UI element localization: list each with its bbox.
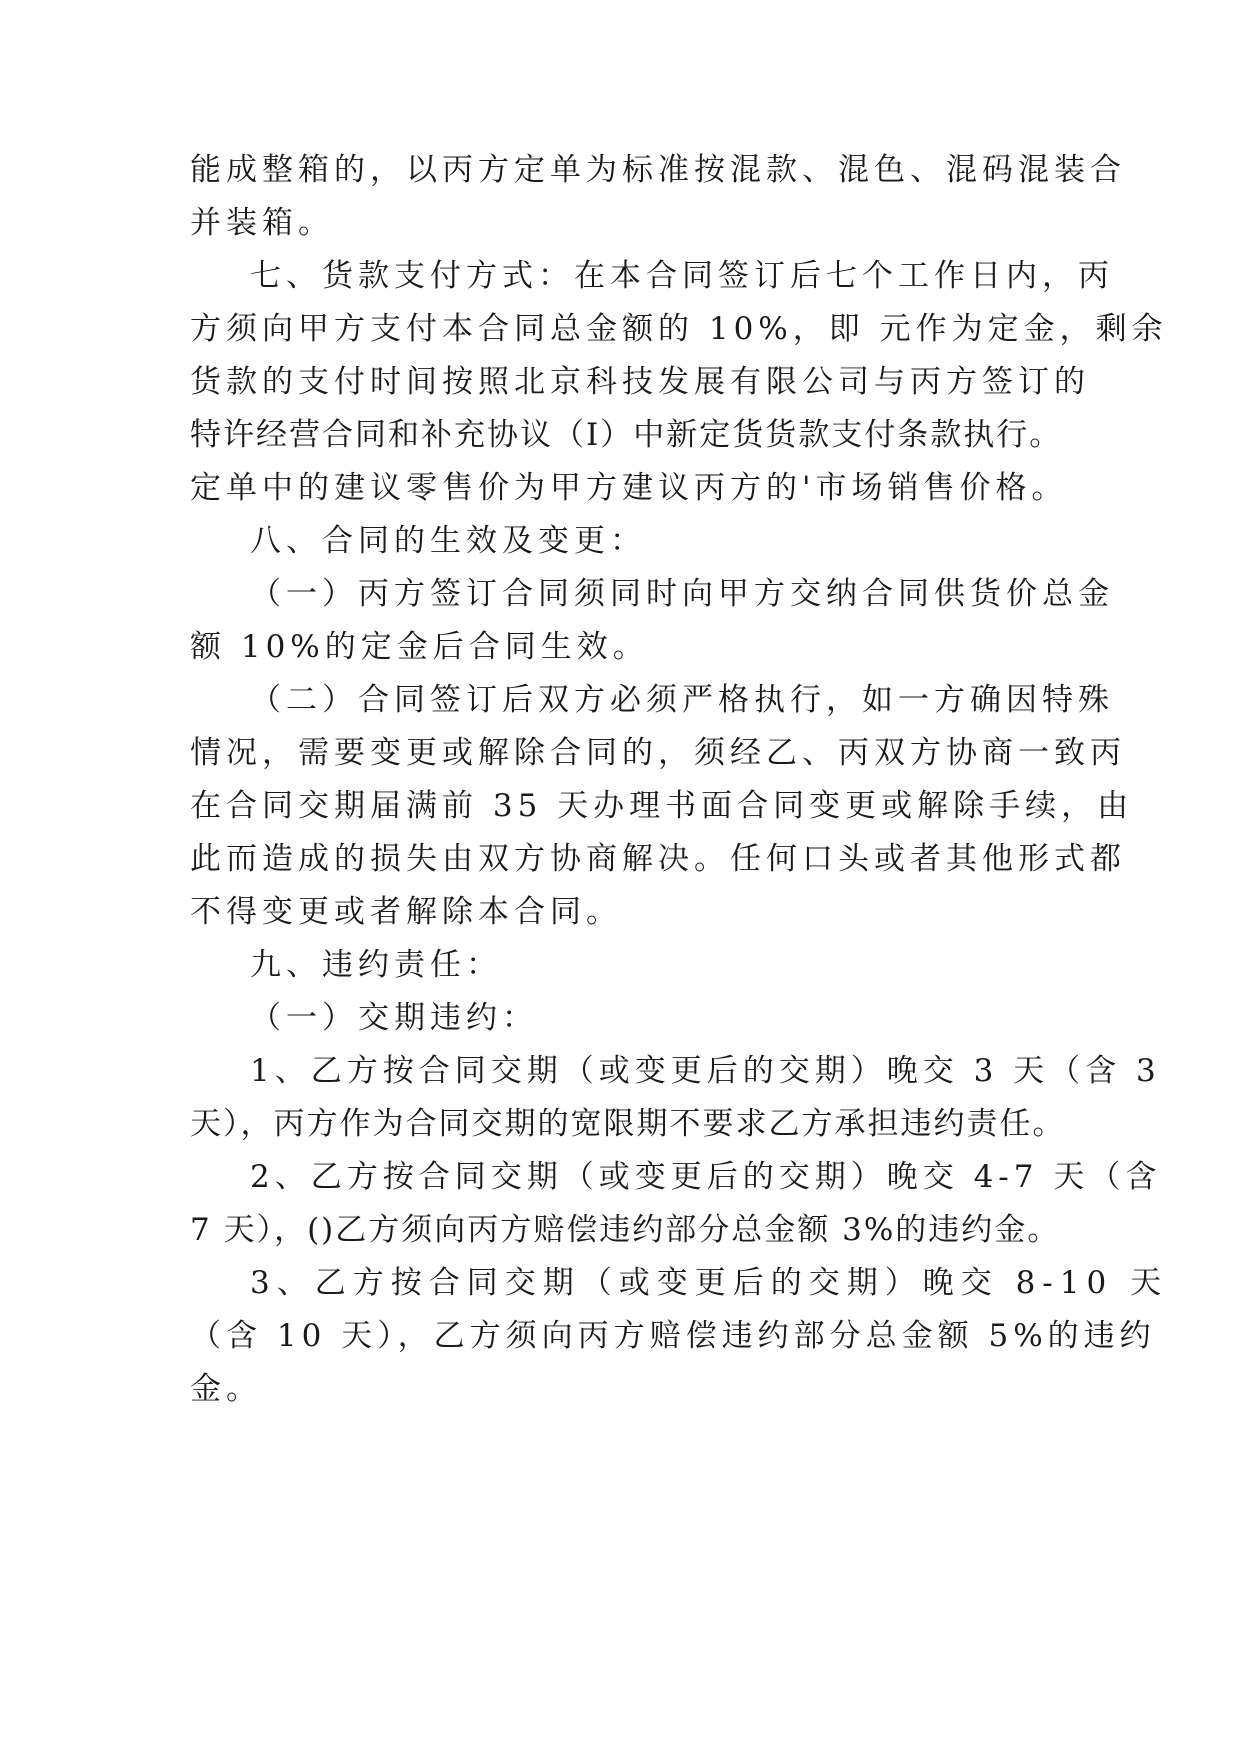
text-line-8: 八、合同的生效及变更： bbox=[250, 523, 646, 559]
text-line-5: 货款的支付时间按照北京科技发展有限公司与丙方签订的 bbox=[190, 364, 1090, 400]
text-line-20: 2、乙方按合同交期（或变更后的交期）晚交 4-7 天（含 bbox=[250, 1159, 1162, 1195]
text-line-15: 不得变更或者解除本合同。 bbox=[190, 894, 622, 930]
text-line-10: 额 10%的定金后合同生效。 bbox=[190, 629, 649, 665]
text-line-7: 定单中的建议零售价为甲方建议丙方的'市场销售价格。 bbox=[190, 470, 1068, 506]
text-line-21: 7 天），()乙方须向丙方赔偿违约部分总金额 3%的违约金。 bbox=[190, 1212, 1061, 1248]
text-line-17: （一）交期违约： bbox=[250, 1000, 538, 1036]
text-line-23: （含 10 天），乙方须向丙方赔偿违约部分总金额 5%的违约 bbox=[190, 1318, 1156, 1354]
text-line-19: 天），丙方作为合同交期的宽限期不要求乙方承担违约责任。 bbox=[190, 1106, 1066, 1142]
text-line-4: 方须向甲方支付本合同总金额的 10%，即 元作为定金，剩余 bbox=[190, 311, 1168, 347]
text-line-11: （二）合同签订后双方必须严格执行，如一方确因特殊 bbox=[250, 682, 1114, 718]
text-line-1: 能成整箱的，以丙方定单为标准按混款、混色、混码混装合 bbox=[190, 152, 1126, 188]
text-line-13: 在合同交期届满前 35 天办理书面合同变更或解除手续，由 bbox=[190, 788, 1134, 824]
text-line-24: 金。 bbox=[190, 1371, 262, 1407]
text-line-9: （一）丙方签订合同须同时向甲方交纳合同供货价总金 bbox=[250, 576, 1114, 612]
text-line-16: 九、违约责任： bbox=[250, 947, 502, 983]
text-line-18: 1、乙方按合同交期（或变更后的交期）晚交 3 天（含 3 bbox=[250, 1053, 1161, 1089]
text-line-2: 并装箱。 bbox=[190, 205, 334, 241]
text-line-12: 情况，需要变更或解除合同的，须经乙、丙双方协商一致丙 bbox=[190, 735, 1126, 771]
text-line-3: 七、货款支付方式：在本合同签订后七个工作日内，丙 bbox=[250, 258, 1114, 294]
text-line-22: 3、乙方按合同交期（或变更后的交期）晚交 8-10 天 bbox=[250, 1265, 1169, 1301]
text-line-14: 此而造成的损失由双方协商解决。任何口头或者其他形式都 bbox=[190, 841, 1126, 877]
text-line-6: 特许经营合同和补充协议（Ⅰ）中新定货货款支付条款执行。 bbox=[190, 417, 1063, 453]
